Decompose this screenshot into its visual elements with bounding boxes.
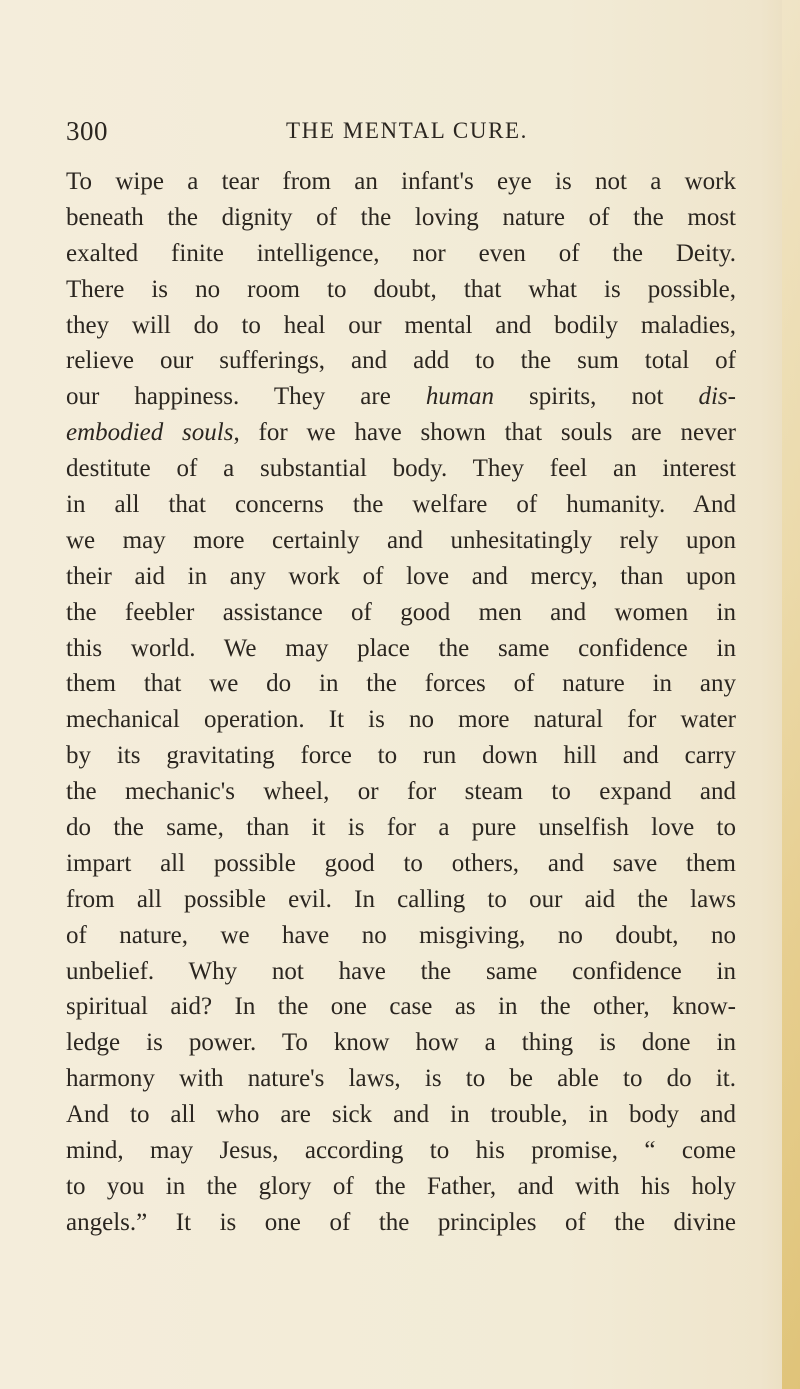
text-line: by its gravitating force to run down hill and carry [66,742,736,770]
text-line: beneath the dignity of the loving nature of the most [66,203,736,231]
text-line: exalted finite intelligence, nor even of the Deity. [66,239,736,267]
italic-text: dis- [698,383,736,411]
running-head [66,116,736,156]
text-line: to you in the glory of the Father, and with his holy [66,1172,736,1200]
text-line: their aid in any work of love and mercy, than upon [66,562,736,590]
text-run: our happiness. They are [66,383,426,411]
text-line: this world. We may place the same confidence in [66,634,736,662]
text-line: There is no room to doubt, that what is possible, [66,275,736,303]
text-line: we may more certainly and unhesitatingly rely upon [66,526,736,554]
text-line [66,379,736,415]
text-line: destitute of a substantial body. They feel an interest [66,455,736,483]
text-line: And to all who are sick and in trouble, in body and [66,1101,736,1129]
italic-text: human [425,383,494,411]
text-line: of nature, we have no misgiving, no doubt, no [66,921,736,949]
text-line: mechanical operation. It is no more natural for water [66,706,736,734]
text-line: the feebler assistance of good men and women in [66,598,736,626]
text-line: spiritual aid? In the one case as in the other, know- [66,993,736,1021]
text-line: relieve our sufferings, and add to the sum total of [66,347,736,375]
text-line: they will do to heal our mental and bodily maladies, [66,311,736,339]
running-title: THE MENTAL CURE. [286,118,529,143]
text-line: mind, may Jesus, according to his promise, “ come [66,1137,736,1165]
text-line: in all that concerns the welfare of humanity. And [66,491,736,519]
text-line: angels.” It is one of the principles of the divine [66,1208,736,1236]
italic-text: embodied souls [66,419,234,447]
text-line: them that we do in the forces of nature in any [66,670,736,698]
text-run: , for we have shown that souls are never [233,419,737,447]
text-line [66,415,736,451]
text-line: ledge is power. To know how a thing is done in [66,1029,736,1057]
text-line: do the same, than it is for a pure unselfish love to [66,814,736,842]
text-line: impart all possible good to others, and save them [66,849,736,877]
text-line: unbelief. Why not have the same confidence in [66,957,736,985]
text-line: harmony with nature's laws, is to be able to do it. [66,1065,736,1093]
text-run: spirits, not [493,383,699,411]
body-text [66,164,736,1241]
page-edge-stain [782,0,800,1389]
text-line: To wipe a tear from an infant's eye is not a work [66,168,736,195]
text-line: the mechanic's wheel, or for steam to expand and [66,778,736,806]
page-number: 300 [66,116,108,146]
text-line: from all possible evil. In calling to our aid the laws [66,885,736,913]
